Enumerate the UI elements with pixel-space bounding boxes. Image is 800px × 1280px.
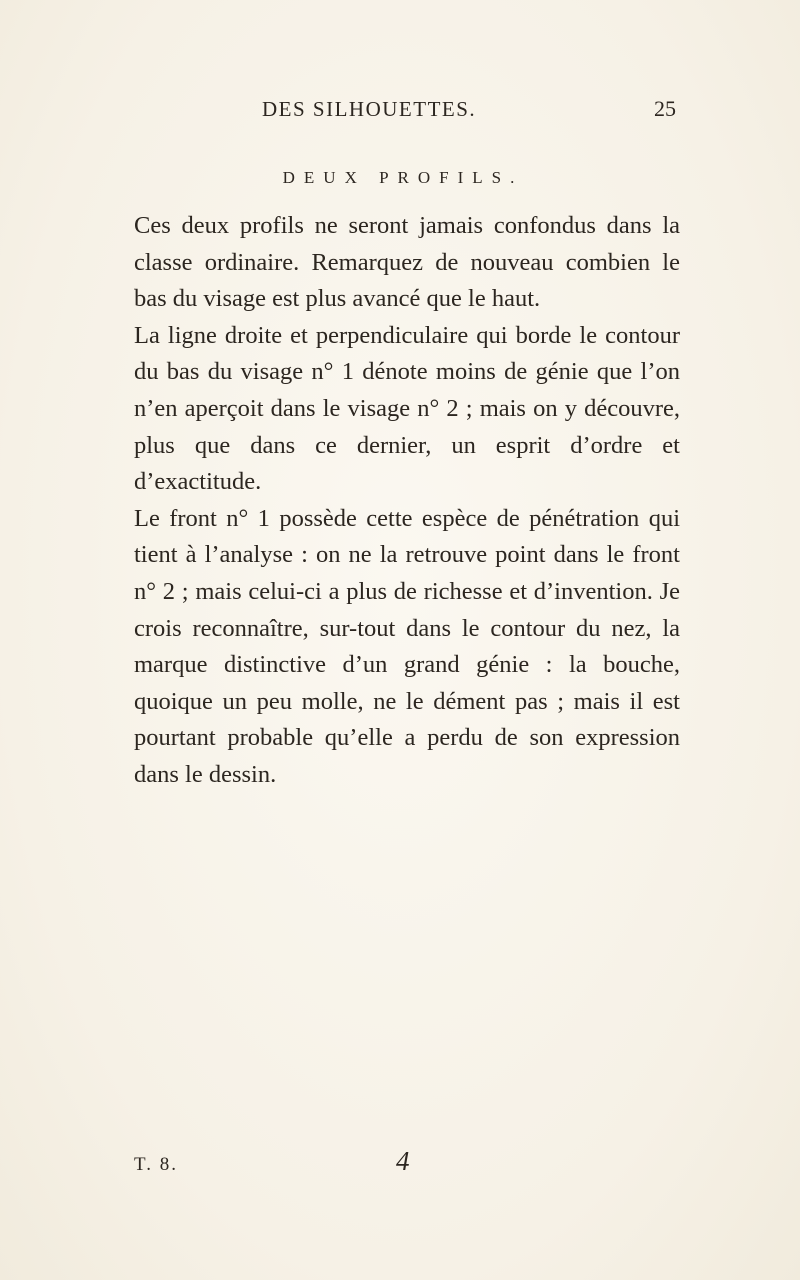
signature-mark: T. 8.: [134, 1154, 178, 1175]
page-number: 25: [654, 96, 676, 121]
catchword: 4: [396, 1146, 410, 1176]
body-text: [134, 208, 680, 794]
paragraph-1: Ces deux profils ne seront jamais confondus dans la classe ordinaire. Remarquez de nouveau combien le bas du visage est plus avancé que le haut.: [134, 212, 680, 313]
running-title: DES SILHOUETTES.: [262, 97, 477, 121]
running-head: [0, 94, 800, 124]
paragraph-3: Le front n° 1 possède cette espèce de pénétration qui tient à l’analyse : on ne la retrouve point dans le front n° 2 ; mais celui-ci a plus de richesse et d’invention. Je crois reconnaître, sur-tout dans le contour du nez, la marque distinctive d’un grand génie : la bouche, quoique un peu molle, ne le dément pas ; mais il est pourtant probable qu’elle a perdu de son expression dans le dessin.: [134, 504, 680, 788]
paragraph-2: La ligne droite et perpendiculaire qui borde le contour du bas du visage n° 1 dénote moins de génie que l’on n’en aperçoit dans le visage n° 2 ; mais on y découvre, plus que dans ce dernier, un esprit d’ordre et d’exactitude.: [134, 321, 680, 496]
section-title: DEUX PROFILS.: [282, 168, 524, 187]
